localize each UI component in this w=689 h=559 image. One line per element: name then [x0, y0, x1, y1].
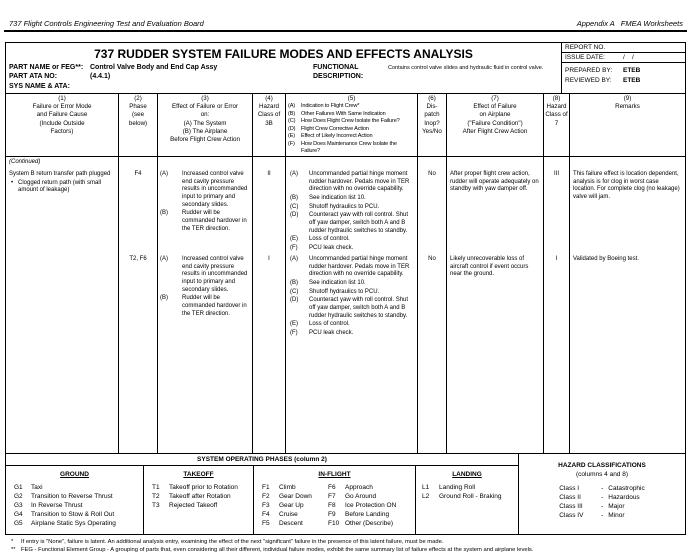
- functional-label-line1: FUNCTIONAL: [313, 64, 359, 71]
- indication-row1: (A) Uncommanded partial hinge moment rudder hardover. Pedals move in TER direction with no override capability. (B) See indication list 10. (C) Shutoff hydraulics to PCU. (D) Counteract yaw with roll control. Shut off yaw damper, switch both A and B rudder hydraulic switches to standby. (E) Loss of control. (F) PCU leak check.: [290, 171, 410, 252]
- hazard-classifications-list: Class I - Catastrophic Class II - Hazardous Class III - Major Class IV - Minor: [559, 485, 645, 520]
- reviewed-by-label: REVIEWED BY:: [565, 77, 612, 84]
- page-header-right: Appendix A FMEA Worksheets: [576, 19, 683, 28]
- hazard-classifications-title: HAZARD CLASSIFICATIONS: [558, 462, 646, 469]
- col5-header-list: (A) Indication to Flight Crew* (B) Other Failures With Same Indication (C) How Does Flight Crew Isolate the Failure? (D) Flight Crew Corrective Action (E) Effect of Likely Incorrect Action (F) How Does Maintenance Crew Isolate the Failure?: [288, 103, 400, 155]
- ground-phases: GROUND G1 Taxi G2 Transition to Reverse Thrust G3 In Reverse Thrust G4 Transition to Stow & Roll Out G5 Airplane Static Sys Operating: [6, 466, 144, 534]
- phase-column: [119, 157, 158, 453]
- failure-mode-text: System B return transfer path plugged: [9, 171, 111, 177]
- hazard-7-column: [544, 157, 570, 453]
- footnotes: [11, 539, 685, 554]
- hazard-3b-column: [253, 157, 286, 453]
- footnote-2: ** FEG - Functional Element Group - A grouping of parts that, even considering all their different, individual failure modes, exhibit the same summary list of failure effects at the system and airplane levels.: [11, 546, 534, 553]
- issue-date-label: ISSUE DATE:: [565, 54, 605, 61]
- col-number: (9): [623, 95, 632, 102]
- landing-title: LANDING: [452, 471, 482, 478]
- effect-row2: (A) Increased control valve end cavity pressure results in uncommanded input to primary and secondary slides. (B) Rudder will be commanded hardover in the TER direction.: [160, 256, 248, 317]
- hazard-3b-row1: II: [267, 171, 271, 177]
- part-name-value: Control Valve Body and End Cap Assy: [90, 64, 218, 71]
- effect-after-column: [447, 157, 544, 453]
- col-header-9: (9) Remarks: [570, 94, 685, 156]
- part-ata-label: PART ATA NO:: [9, 73, 58, 80]
- inflight-title: IN-FLIGHT: [318, 471, 351, 478]
- indication-row2: (A) Uncommanded partial hinge moment rudder hardover. Pedals move in TER direction with no override capability. (B) See indication list 10. (C) Shutoff hydraulics to PCU. (D) Counteract yaw with roll control. Shut off yaw damper, switch both A and B rudder hydraulic switches to standby. (E) Loss of control. (F) PCU leak check.: [290, 256, 410, 337]
- continued-label: (Continued): [9, 159, 41, 165]
- col-header-5: [286, 94, 418, 156]
- data-area: [6, 157, 685, 454]
- operating-phases-title: SYSTEM OPERATING PHASES (column 2): [6, 454, 518, 466]
- reviewed-by-value: ETEB: [623, 77, 641, 84]
- inflight-col-a: F1 Climb F2 Gear Down F3 Gear Up F4 Cruise F5 Descent: [262, 484, 312, 528]
- remarks-row2: Validated by Boeing test.: [573, 256, 639, 262]
- worksheet-title: 737 RUDDER SYSTEM FAILURE MODES AND EFFECTS ANALYSIS: [94, 47, 473, 61]
- inflight-phases: [254, 466, 416, 534]
- part-ata-value: (4.4.1): [90, 73, 111, 80]
- remarks-column: [570, 157, 685, 453]
- ground-title: GROUND: [60, 471, 89, 478]
- dispatch-row1: No: [428, 171, 436, 177]
- worksheet-table: [5, 42, 686, 535]
- bullet-glyph: •: [11, 179, 14, 186]
- report-no-row: [562, 43, 685, 53]
- col-number: (5): [347, 95, 356, 102]
- remarks-row1: This failure effect is location dependent, analysis is for clog in worst case location. For complete clog (no leakage) valve will jam.: [573, 171, 680, 201]
- col-number: (8): [552, 95, 561, 102]
- failure-cause-bullet: [9, 180, 116, 195]
- failure-mode-column: [6, 157, 119, 453]
- operating-phases-columns: [6, 466, 518, 534]
- operating-phases-section: [6, 454, 518, 534]
- prepared-by-value: ETEB: [623, 67, 641, 74]
- col-number: (6): [428, 95, 436, 102]
- effect-after-row2: Likely unrecoverable loss of aircraft control if event occurs near the ground.: [450, 256, 529, 278]
- col-number: (7): [491, 95, 499, 102]
- col-header-1: (1) Failure or Error Mode and Failure Cause (Include Outside Factors): [6, 94, 119, 156]
- inflight-col-b: F6 Approach F7 Go Around F8 Ice Protection ON F9 Before Landing F10 Other (Describe): [328, 484, 397, 528]
- col-header-8: (8) Hazard Class of 7: [544, 94, 570, 156]
- page-header-left: 737 Flight Controls Engineering Test and Evaluation Board: [9, 19, 204, 28]
- issue-date-value: / /: [623, 54, 634, 61]
- effect-row1: (A) Increased control valve end cavity pressure results in uncommanded input to primary and secondary slides. (B) Rudder will be commanded hardover in the TER direction.: [160, 171, 248, 232]
- column-header-row: [6, 94, 685, 157]
- indication-column: [286, 157, 418, 453]
- col-header-4: (4) Hazard Class of 3B: [253, 94, 286, 156]
- hazard-7-row1: III: [553, 171, 559, 177]
- effect-column: [158, 157, 253, 453]
- sys-name-label: SYS NAME & ATA:: [9, 83, 70, 90]
- reviewed-by-row: [562, 76, 685, 86]
- col-header-2: (2) Phase (see below): [119, 94, 158, 156]
- title-block-left: [6, 43, 561, 93]
- hazard-classifications-subtitle: (columns 4 and 8): [575, 471, 629, 479]
- dispatch-column: [418, 157, 447, 453]
- col-header-7: (7) Effect of Failure on Airplane ("Failure Condition") After Flight Crew Action: [447, 94, 544, 156]
- prepared-by-row: [562, 66, 685, 76]
- prepared-by-label: PREPARED BY:: [565, 67, 613, 74]
- issue-date-row: [562, 53, 685, 63]
- bottom-section: [6, 454, 685, 534]
- phase-row1: F4: [134, 171, 142, 177]
- col-number: (2): [134, 95, 142, 102]
- col-header-6: (6) Dis- patch Inop? Yes/No: [418, 94, 447, 156]
- takeoff-phases: TAKEOFF T1 Takeoff prior to Rotation T2 Takeoff after Rotation T3 Rejected Takeoff: [144, 466, 254, 534]
- functional-description-value: Contains control valve slides and hydraulic fluid in control valve.: [388, 65, 544, 71]
- page-header: [9, 19, 683, 28]
- col-number: (1): [58, 95, 66, 102]
- footnote-1: * If entry is "None", failure is latent. An additional analysis entry, examining the effect of the next "significant" failure in the presence of this latent failure, must be made.: [11, 539, 444, 545]
- report-no-label: REPORT NO.: [565, 44, 606, 51]
- report-box: [561, 43, 685, 93]
- hazard-7-row2: I: [555, 256, 558, 262]
- effect-after-row1: After proper flight crew action, rudder will operate adequately on standby with yaw damper off.: [450, 171, 539, 193]
- dispatch-row2: No: [428, 256, 436, 262]
- failure-mode-entry: [9, 171, 116, 195]
- hazard-classifications-box: [518, 454, 685, 534]
- title-block: [6, 43, 685, 94]
- phase-row2: T2, F6: [129, 256, 147, 262]
- failure-cause-text: Clogged return path (with small amount of leakage): [18, 179, 102, 194]
- col-number: (3): [201, 95, 209, 102]
- takeoff-title: TAKEOFF: [183, 471, 214, 478]
- hazard-3b-row2: I: [268, 256, 270, 262]
- col-number: (4): [265, 95, 273, 102]
- landing-phases: LANDING L1 Landing Roll L2 Ground Roll - Braking: [416, 466, 518, 534]
- part-name-label: PART NAME or FEG**:: [9, 64, 84, 71]
- header-rule: [4, 30, 687, 32]
- col-header-3: (3) Effect of Failure or Error on: (A) The System (B) The Airplane Before Flight Crew Action: [158, 94, 253, 156]
- functional-label-line2: DESCRIPTION:: [313, 73, 364, 80]
